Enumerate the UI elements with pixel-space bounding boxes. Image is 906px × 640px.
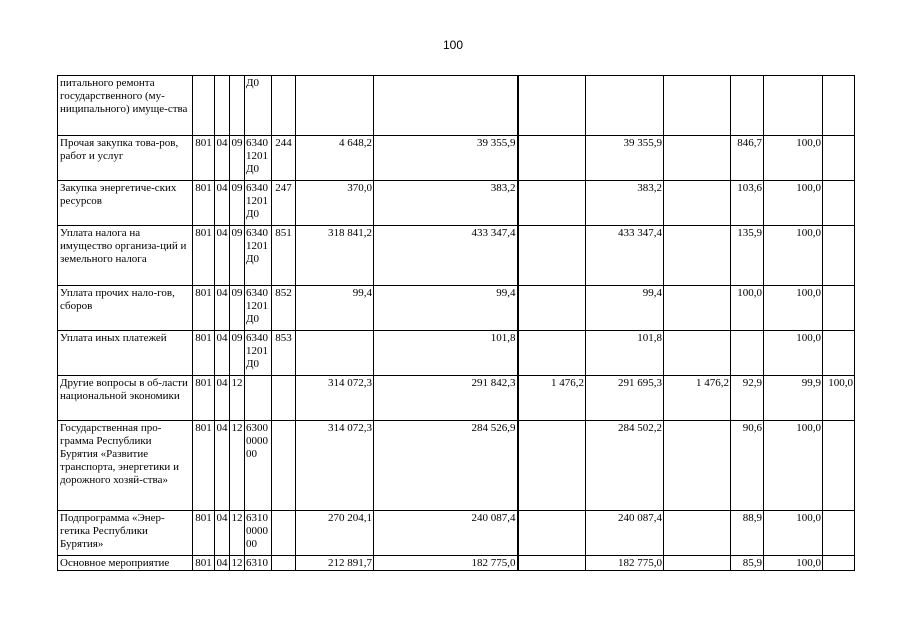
code-subsection: 09 <box>230 331 245 376</box>
code-subsection: 12 <box>230 376 245 421</box>
row-name: питального ремонта государственного (му-ниципального) имуще-ства <box>58 76 193 136</box>
value-col-8 <box>823 226 855 286</box>
value-col-8 <box>823 556 855 571</box>
table-row <box>58 376 855 421</box>
value-col-5 <box>664 511 731 556</box>
code-subsection <box>230 76 245 136</box>
value-col-5 <box>664 331 731 376</box>
value-col-7: 100,0 <box>764 181 823 226</box>
code-subsection: 12 <box>230 511 245 556</box>
value-col-4: 383,2 <box>586 181 664 226</box>
value-col-8 <box>823 136 855 181</box>
code-section: 04 <box>215 136 230 181</box>
value-col-6 <box>731 76 764 136</box>
table-row <box>58 511 855 556</box>
code-expense-type: 852 <box>272 286 296 331</box>
value-col-1: 4 648,2 <box>296 136 374 181</box>
value-col-6: 85,9 <box>731 556 764 571</box>
code-section: 04 <box>215 376 230 421</box>
code-target-article: 6340 1201 Д0 <box>245 286 272 331</box>
code-section: 04 <box>215 421 230 511</box>
code-expense-type: 853 <box>272 331 296 376</box>
row-name: Уплата прочих нало-гов, сборов <box>58 286 193 331</box>
value-col-6: 846,7 <box>731 136 764 181</box>
code-subsection: 09 <box>230 226 245 286</box>
value-col-6: 103,6 <box>731 181 764 226</box>
value-col-3 <box>518 331 586 376</box>
table-body <box>58 76 855 571</box>
value-col-3 <box>518 286 586 331</box>
table-row <box>58 421 855 511</box>
value-col-5 <box>664 421 731 511</box>
value-col-6: 92,9 <box>731 376 764 421</box>
value-col-2: 383,2 <box>374 181 518 226</box>
code-expense-type <box>272 511 296 556</box>
code-grbs: 801 <box>193 286 215 331</box>
code-section: 04 <box>215 181 230 226</box>
table-row <box>58 136 855 181</box>
code-section: 04 <box>215 331 230 376</box>
value-col-7: 100,0 <box>764 286 823 331</box>
value-col-5 <box>664 76 731 136</box>
table-row <box>58 181 855 226</box>
row-name: Уплата налога на имущество организа-ций и земельного налога <box>58 226 193 286</box>
code-grbs <box>193 76 215 136</box>
code-target-article: 6340 1201 Д0 <box>245 226 272 286</box>
value-col-3 <box>518 556 586 571</box>
code-expense-type <box>272 556 296 571</box>
code-target-article: 6300 0000 00 <box>245 421 272 511</box>
code-expense-type <box>272 76 296 136</box>
value-col-7: 100,0 <box>764 511 823 556</box>
budget-table <box>57 75 855 571</box>
code-grbs: 801 <box>193 136 215 181</box>
value-col-7: 100,0 <box>764 331 823 376</box>
value-col-3 <box>518 76 586 136</box>
value-col-4: 182 775,0 <box>586 556 664 571</box>
code-target-article: 6310 <box>245 556 272 571</box>
value-col-7: 100,0 <box>764 556 823 571</box>
table-row <box>58 76 855 136</box>
value-col-1: 314 072,3 <box>296 376 374 421</box>
value-col-2: 433 347,4 <box>374 226 518 286</box>
value-col-5 <box>664 136 731 181</box>
value-col-7: 99,9 <box>764 376 823 421</box>
value-col-2: 291 842,3 <box>374 376 518 421</box>
value-col-6: 88,9 <box>731 511 764 556</box>
code-target-article: 6340 1201 Д0 <box>245 181 272 226</box>
value-col-8 <box>823 181 855 226</box>
value-col-8 <box>823 76 855 136</box>
row-name: Прочая закупка това-ров, работ и услуг <box>58 136 193 181</box>
value-col-4: 240 087,4 <box>586 511 664 556</box>
value-col-8: 100,0 <box>823 376 855 421</box>
code-subsection: 12 <box>230 421 245 511</box>
code-expense-type: 247 <box>272 181 296 226</box>
value-col-6: 90,6 <box>731 421 764 511</box>
value-col-5 <box>664 181 731 226</box>
table-row <box>58 556 855 571</box>
value-col-3 <box>518 181 586 226</box>
code-section: 04 <box>215 511 230 556</box>
value-col-4: 101,8 <box>586 331 664 376</box>
code-grbs: 801 <box>193 376 215 421</box>
code-target-article: Д0 <box>245 76 272 136</box>
value-col-3 <box>518 136 586 181</box>
value-col-5 <box>664 556 731 571</box>
value-col-5: 1 476,2 <box>664 376 731 421</box>
page-number: 100 <box>442 38 464 52</box>
code-target-article: 6340 1201 Д0 <box>245 136 272 181</box>
value-col-2: 101,8 <box>374 331 518 376</box>
row-name: Подпрограмма «Энер-гетика Республики Бурятия» <box>58 511 193 556</box>
value-col-4: 291 695,3 <box>586 376 664 421</box>
value-col-3: 1 476,2 <box>518 376 586 421</box>
value-col-4: 99,4 <box>586 286 664 331</box>
value-col-7: 100,0 <box>764 226 823 286</box>
code-section: 04 <box>216 557 228 569</box>
code-grbs: 801 <box>193 331 215 376</box>
value-col-4: 433 347,4 <box>586 226 664 286</box>
code-subsection: 09 <box>230 136 245 181</box>
table-row <box>58 226 855 286</box>
value-col-1: 318 841,2 <box>296 226 374 286</box>
row-name: Закупка энергетиче-ских ресурсов <box>58 181 193 226</box>
value-col-8 <box>823 286 855 331</box>
value-col-6 <box>731 331 764 376</box>
code-subsection: 09 <box>230 286 245 331</box>
code-section <box>215 76 230 136</box>
code-grbs: 801 <box>193 181 215 226</box>
value-col-7: 100,0 <box>764 136 823 181</box>
value-col-4: 39 355,9 <box>586 136 664 181</box>
value-col-8 <box>823 421 855 511</box>
value-col-1: 212 891,7 <box>296 556 374 571</box>
row-name: Другие вопросы в об-ласти национальной экономики <box>58 376 193 421</box>
code-section: 04 <box>215 226 230 286</box>
table-row <box>58 286 855 331</box>
value-col-3 <box>518 421 586 511</box>
code-expense-type: 244 <box>272 136 296 181</box>
value-col-8 <box>823 331 855 376</box>
code-section: 04 <box>215 286 230 331</box>
code-target-article: 6340 1201 Д0 <box>245 331 272 376</box>
value-col-4 <box>586 76 664 136</box>
value-col-5 <box>664 286 731 331</box>
value-col-1: 270 204,1 <box>296 511 374 556</box>
code-target-article: 6310 0000 00 <box>245 511 272 556</box>
code-grbs: 801 <box>193 226 215 286</box>
code-subsection: 09 <box>230 181 245 226</box>
value-col-2: 39 355,9 <box>374 136 518 181</box>
value-col-1: 99,4 <box>296 286 374 331</box>
value-col-8 <box>823 511 855 556</box>
value-col-2: 99,4 <box>374 286 518 331</box>
value-col-1 <box>296 76 374 136</box>
value-col-1: 370,0 <box>296 181 374 226</box>
row-name: Уплата иных платежей <box>58 331 193 376</box>
code-expense-type <box>272 421 296 511</box>
table-row <box>58 331 855 376</box>
code-subsection: 12 <box>231 557 243 569</box>
value-col-2 <box>374 76 518 136</box>
value-col-5 <box>664 226 731 286</box>
code-target-article <box>245 376 272 421</box>
row-name: Государственная про-грамма Республики Бурятия «Развитие транспорта, энергетики и дорожного хозяй-ства» <box>58 421 193 511</box>
value-col-1: 314 072,3 <box>296 421 374 511</box>
value-col-3 <box>518 511 586 556</box>
value-col-2: 182 775,0 <box>374 556 518 571</box>
code-grbs: 801 <box>193 421 215 511</box>
value-col-1 <box>296 331 374 376</box>
value-col-6: 135,9 <box>731 226 764 286</box>
row-name: Основное мероприятие <box>58 556 193 571</box>
code-expense-type <box>272 376 296 421</box>
value-col-4: 284 502,2 <box>586 421 664 511</box>
value-col-3 <box>518 226 586 286</box>
value-col-6: 100,0 <box>731 286 764 331</box>
code-grbs: 801 <box>193 511 215 556</box>
value-col-2: 240 087,4 <box>374 511 518 556</box>
value-col-2: 284 526,9 <box>374 421 518 511</box>
value-col-7 <box>764 76 823 136</box>
code-grbs: 801 <box>193 556 215 571</box>
value-col-7: 100,0 <box>764 421 823 511</box>
code-expense-type: 851 <box>272 226 296 286</box>
